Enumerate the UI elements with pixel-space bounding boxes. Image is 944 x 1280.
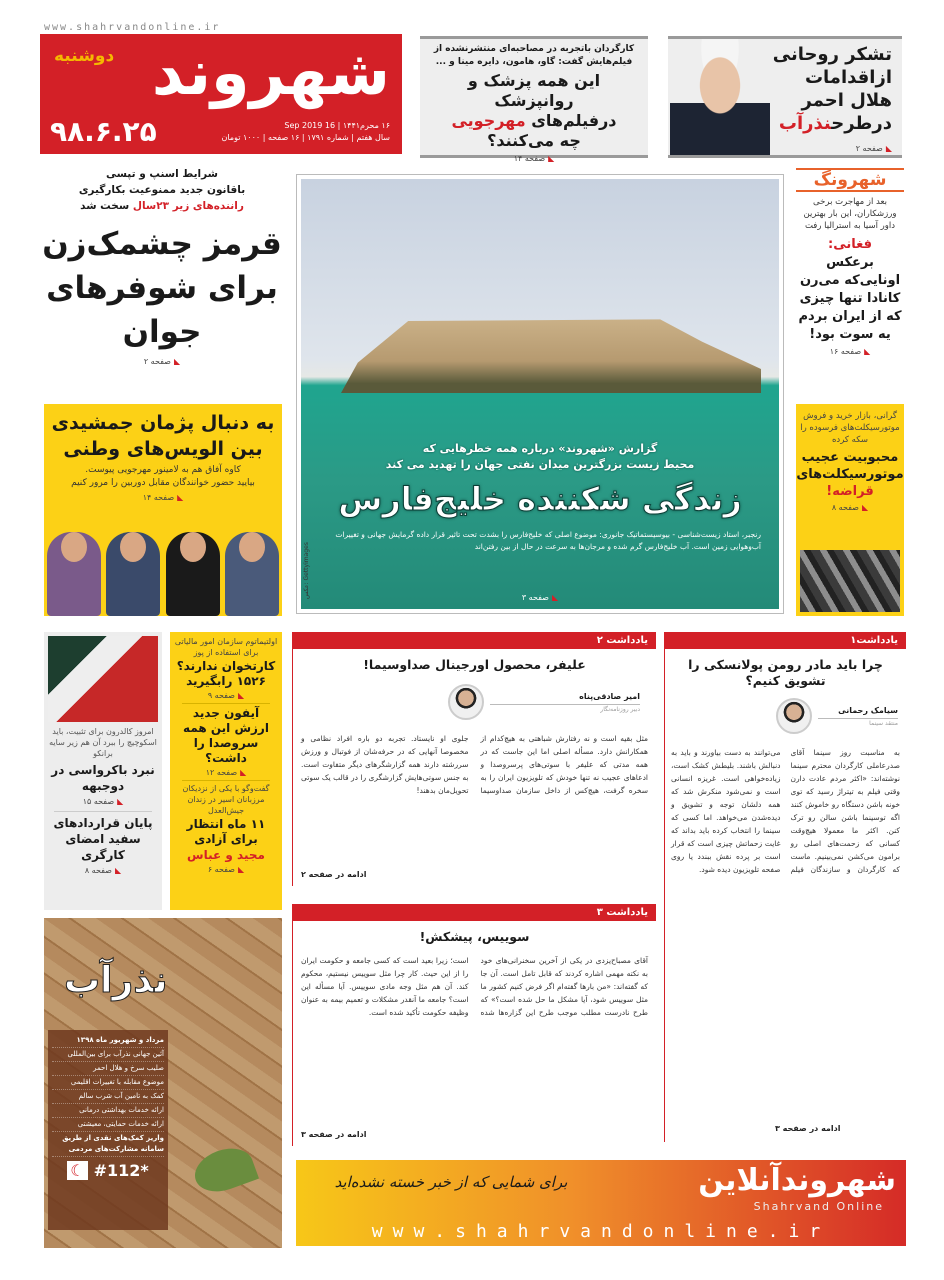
story-headline: به دنبال پژمان جمشیدی بین الویس‌های وطنی [51,412,275,460]
divider [54,811,152,812]
story-sport[interactable] [44,632,162,910]
opinion-3[interactable] [292,904,656,1146]
weekday: دوشنبه [54,46,115,66]
sprout-icon [189,1141,259,1199]
rouhani-portrait [670,39,770,155]
brief-border-guards[interactable] [174,783,278,875]
triangle-icon: ◣ [117,797,124,806]
teaser-mehrjui[interactable] [420,36,648,163]
headline-highlight: نذرآب [778,113,832,134]
ad-cta: واریز کمک‌های نقدی از طریق سامانه مشارکت‌های مردمی [52,1132,164,1157]
headline-line: این همه پزشک و روانپزشک [467,71,601,110]
rock-island-shape [341,313,761,393]
page-ref-label: صفحه ۶ [207,865,235,874]
red-crescent-icon: ☾ [67,1161,87,1180]
headline-line: چه می‌کنند؟ [487,131,581,150]
opinion-body: به مناسبت روز سینما آقای صدرعاملی کارگردان محترم سینما نوشته‌اند: «اکثر مردم عادت دارن وقتی فیلم به تیتراژ رسید که توی خونه باشن دستگاه رو خاموش کنند اگه توسینما باشن سالن رو ترک کنن. اکثر ما معمولا هیچ‌وقت کسانی که زحمت‌های اصلی رو برامون می‌کشن نمی‌بینیم. ماست که کارگردان و سازندگان فیلم می‌توانند به دست بیاورند و باید به دنبالش باشند. بلیطش کشک است، زیاده‌خواهی است. غریزه انسانی است و نمی‌شود منکرش شد که همه دلشان توجه و تشویق و دیده‌شدن می‌خواهد. اما کسی که سینما را انتخاب کرده باید بداند که غایت زحماتش چیزی است که قرار است بر پرده نقش ببندد یا روی صفحه تلویزیون دیده شود. [671,748,900,874]
teaser-headline [428,71,640,151]
banner-url[interactable]: www.shahrvandonline.ir [371,1221,831,1242]
story-kicker: بعد از مهاجرت برخی ورزشکاران، این بار بهترین داور آسیا به استرالیا رفت [803,197,897,231]
page-ref-label: صفحه ۹ [207,691,235,700]
story-kicker: امروز کالدرون برای تثبیت، باید اسکوچیچ را ببرد آن هم زیر سایه برانکو [49,727,157,758]
singer-figure [106,532,160,616]
kicker-highlight: راننده‌های زیر ۲۳سال [132,200,244,212]
story-headline-labor: پایان قراردادهای سفید امضای کارگری [53,816,153,862]
kicker-line: شرایط اسنپ و تپسی [106,168,218,180]
continue-link[interactable]: ادامه در صفحه ۳ [775,1124,841,1133]
triangle-icon: ◣ [864,347,871,356]
headline-part: درفیلم‌های [531,111,617,130]
brief-pos[interactable] [174,636,278,701]
triangle-icon: ◣ [237,865,245,874]
page-ref-label: صفحه ۱۴ [142,493,175,502]
page-ref[interactable] [796,502,904,513]
page-ref[interactable] [796,346,904,357]
newspaper-logo[interactable]: شهروند [151,36,390,109]
ad-line: آئین جهانی نذرآب برای بین‌المللی [52,1048,164,1062]
page-ref-label: صفحه ۱۵ [82,797,115,806]
issue-date: ۹۸.۶.۲۵ [50,115,157,148]
briefs-column [170,632,282,910]
triangle-icon: ◣ [885,144,892,153]
brief-headline: آیفون جدید ارزش این همه سروصدا را داشت؟ [183,706,269,765]
story-faghani[interactable] [796,168,904,357]
headline-highlight: مهرجویی [451,111,526,130]
story-pezhman[interactable] [44,404,282,616]
story-subhead [44,464,282,490]
opinion-label: یادداشت ۳ [293,904,656,921]
page-ref-label: صفحه ۸ [84,866,112,875]
quote-speaker: فغانی: [828,237,872,252]
page-ref[interactable] [174,864,278,875]
football-photo [48,636,158,722]
opinion-title: چرا باید مادر رومن پولانسکی را تشویق کنیم؟ [688,657,883,688]
triangle-icon: ◣ [177,493,184,502]
story-motorcycles[interactable] [796,404,904,616]
lead-story-persian-gulf[interactable] [296,174,784,614]
author-byline [448,684,640,720]
banner-logo-en: Shahrvand Online [753,1200,884,1213]
story-headline [796,236,904,344]
ad-line: ارائه خدمات حمایتی، معیشتی [52,1118,164,1132]
persian-gulf-photo [301,179,779,609]
ad-info-box [48,1030,168,1230]
brief-headline: ۱۱ ماه انتظار برای آزادی [186,817,266,846]
photo-credit: عکس: Gettyimages [303,542,310,599]
page-ref[interactable] [48,865,158,876]
opinion-title: سوییس، پیشکش! [419,929,530,944]
teaser-rouhani[interactable] [668,36,902,158]
story-kicker: گرانی، بازار خرید و فروش موتورسیکلت‌های فرسوده را سکه کرده [800,411,900,445]
page-ref-label: صفحه ۱۲ [205,768,238,777]
kicker-part: سخت شد [80,200,130,212]
author-info [490,691,640,714]
singer-figure [47,532,101,616]
teaser-headline [768,43,892,135]
opinion-label: یادداشت۱ [665,632,906,649]
page-ref-label: صفحه ۲ [855,144,883,153]
triangle-icon: ◣ [114,866,122,875]
triangle-icon: ◣ [240,768,247,777]
ad-line: صلیب سرخ و هلال احمر [52,1062,164,1076]
opinion-label: یادداشت ۲ [293,632,656,649]
opinion-2[interactable] [292,632,656,886]
kicker-line: باقانون جدید ممنوعیت بکارگیری [78,184,246,196]
ad-period: مرداد و شهریور ماه ۱۳۹۸ [52,1034,164,1048]
story-lead: رنجبر، استاد زیست‌شناسی - بیوسیستماتیک جانوری: موضوع اصلی که خلیج‌فارس را بشدت تحت تاثیر قرار داده گرمایش جهانی و تغییرات آب‌وهوایی زمین است. آب خلیج‌فارس گرم شده و مرجان‌ها به سرعت در حال از بین رفتن‌اند [335,530,761,551]
author-byline [776,698,898,734]
story-headline: زندگی شکننده خلیج‌فارس [338,480,742,518]
story-kicker [301,441,779,473]
page-ref[interactable] [856,143,892,154]
author-name: سیامک رحمانی [818,705,898,719]
singer-figure [166,532,220,616]
page-ref-label: صفحه ۳ [521,593,549,602]
kicker-line: گزارش «شهروند» درباره همه خطرهایی که [422,442,658,455]
triangle-icon: ◣ [861,503,869,512]
page-ref[interactable] [428,153,640,164]
issue-info-line-1: ۱۶ محرم۱۴۴۱ | 16 Sep 2019 [284,121,390,130]
nazr-ab-advertisement[interactable] [44,918,282,1248]
continue-link[interactable]: ادامه در صفحه ۳ [301,1130,367,1139]
author-avatar [776,698,812,734]
author-info [818,705,898,728]
banner-logo: شهروندآنلاین [698,1163,896,1198]
brief-headline: کارتخوان ندارند؟ ۱۵۲۶ رابگیرید [176,659,276,688]
ad-line: کمک به تامین آب شرب سالم [52,1090,164,1104]
shahrvand-online-banner[interactable] [296,1160,906,1246]
triangle-icon: ◣ [551,593,559,602]
page-ref[interactable] [174,767,278,778]
page-ref[interactable] [44,492,282,503]
opinion-1[interactable] [664,632,906,1142]
masthead [40,34,402,154]
author-role: منتقد سینما [869,719,898,727]
story-kicker [42,166,282,214]
opinion-body: مثل بقیه است و نه رفتارش شباهتی به هیچ‌کدام از همکارانش دارد. مسأله اصلی اما این جاست که در همه مدتی که علیفر با سوتی‌های پرسروصدا و ادعاهای عجیب نه تنها خودش که تلویزیون ایران را به سخره گرفت، هیچ‌کس از داخل سازمان صداوسیما جلوی او نایستاد. تجربه دو باره افراد نظامی و مخصوصا آنهایی که در حرفه‌شان از فوتبال و ورزش سررشته دارند همه گزارشگرهای دیگر متفاوت است. به جنس سوتی‌هایش گزارشگری را در قالب یک سوتی تحویل‌مان بدهند! [301,734,648,795]
story-headline: نبرد باکرواسی در دوجبهه [51,763,155,793]
headline-part: درطرح [831,113,892,134]
headline-line: هلال احمر [801,90,892,111]
motorcycles-photo [800,550,900,612]
singer-figure [225,532,279,616]
story-snapp[interactable] [42,166,282,367]
headline-line: تشکر روحانی [772,44,892,65]
author-avatar [448,684,484,720]
ad-line: موضوع مقابله با تغییرات اقلیمی [52,1076,164,1090]
site-url[interactable]: www.shahrvandonline.ir [44,22,221,33]
continue-link[interactable]: ادامه در صفحه ۲ [301,870,367,879]
singers-photo [44,526,282,616]
subhead-line: بیایید حضور خوانندگان مقابل دوربین را مرور کنیم [71,478,255,488]
brief-kicker: اولتیماتوم سازمان امور مالیاتی برای استفاده از پوز [174,637,278,657]
headline-line [768,112,892,135]
nazr-ab-logo: نذرآب [64,960,168,1001]
story-headline [796,449,904,500]
triangle-icon: ◣ [548,154,555,163]
divider [182,780,270,781]
headline-line [428,111,640,131]
headline-line: ازاقدامات [804,67,892,88]
issue-info-line-2: سال هفتم | شماره ۱۷۹۱ | ۱۶ صفحه | ۱۰۰۰ تومان [221,133,390,142]
brief-kicker: گفت‌وگو با یکی از نزدیکان مرزبانان اسیر در زندان جیش‌العدل [182,784,270,815]
author-name: امیر صادقی‌پناه [490,691,640,705]
brief-iphone[interactable] [174,706,278,778]
opinion-title: علیفر، محصول اورجینال صداوسیما! [363,657,586,672]
page-ref[interactable] [48,796,158,807]
subhead-line: کاوه آفاق هم به لامینور مهرجویی پیوست. [85,465,241,475]
page-ref[interactable] [301,592,779,603]
divider [182,703,270,704]
headline-line: محبوبیت عجیب موتورسیکلت‌های [796,450,904,482]
quote-text: برعکس اونایی‌که می‌رن کانادا تنها چیزی که از ایران بردم یه سوت بود! [798,255,902,342]
page-ref-label: صفحه ۲ [143,357,171,366]
page-ref-label: صفحه ۱۶ [829,347,862,356]
story-headline: قرمز چشمک‌زن برای شوفرهای جوان [42,226,282,350]
author-role: دبیر روزنامه‌نگار [600,705,640,713]
headline-highlight: قراضه! [826,484,874,499]
ussd-code [52,1161,164,1180]
banner-slogan: برای شمایی که از خبر خسته نشده‌اید [334,1173,568,1191]
opinion-body: آقای مصباح‌یزدی در یکی از آخرین سخنرانی‌های خود به نکته مهمی اشاره کردند که قابل تامل است. آن جا که گفته‌اند: «من بارها گفته‌ام اگر فرض کنیم کشور ما مثل سوییس شود، آیا مشکل ما حل شده است؟» که طرح نادرست مطلب موجب طرح این گزاره‌ها شده است؛ زیرا بعید است که کسی جامعه و حکومت ایران را از این حیث. کار چرا مثل سوییس نیستیم، محکوم کند. آن هم مثل وجه مادی سوییس. آیا مسأله این است؟ جامعه ما آنقدر مشکلات و تعمیم بیمه به عنوان وظیفه حکومت تأکید شده است. [301,956,648,1017]
ussd-code-label: #112* [93,1161,149,1180]
page-ref-label: صفحه ۸ [831,503,859,512]
triangle-icon: ◣ [237,691,245,700]
teaser-kicker: کارگردان باتجربه در مصاحبه‌ای منتشرنشده از فیلم‌هایش گفت: گاو، هامون، دایره مینا و ... [433,44,635,67]
brief-headline-highlight: مجید و عباس [187,848,265,862]
page-ref[interactable] [42,356,282,367]
page-ref[interactable] [174,690,278,701]
ad-line: ارائه خدمات بهداشتی درمانی [52,1104,164,1118]
kicker-line [42,198,282,214]
humor-section-logo: شهرونگ [796,168,904,192]
triangle-icon: ◣ [173,357,181,366]
kicker-line: محیط زیست بزرگترین میدان نفتی جهان را تهدید می کند [385,458,695,471]
issue-info [220,120,390,144]
page-ref-label: صفحه ۱۴ [513,154,546,163]
